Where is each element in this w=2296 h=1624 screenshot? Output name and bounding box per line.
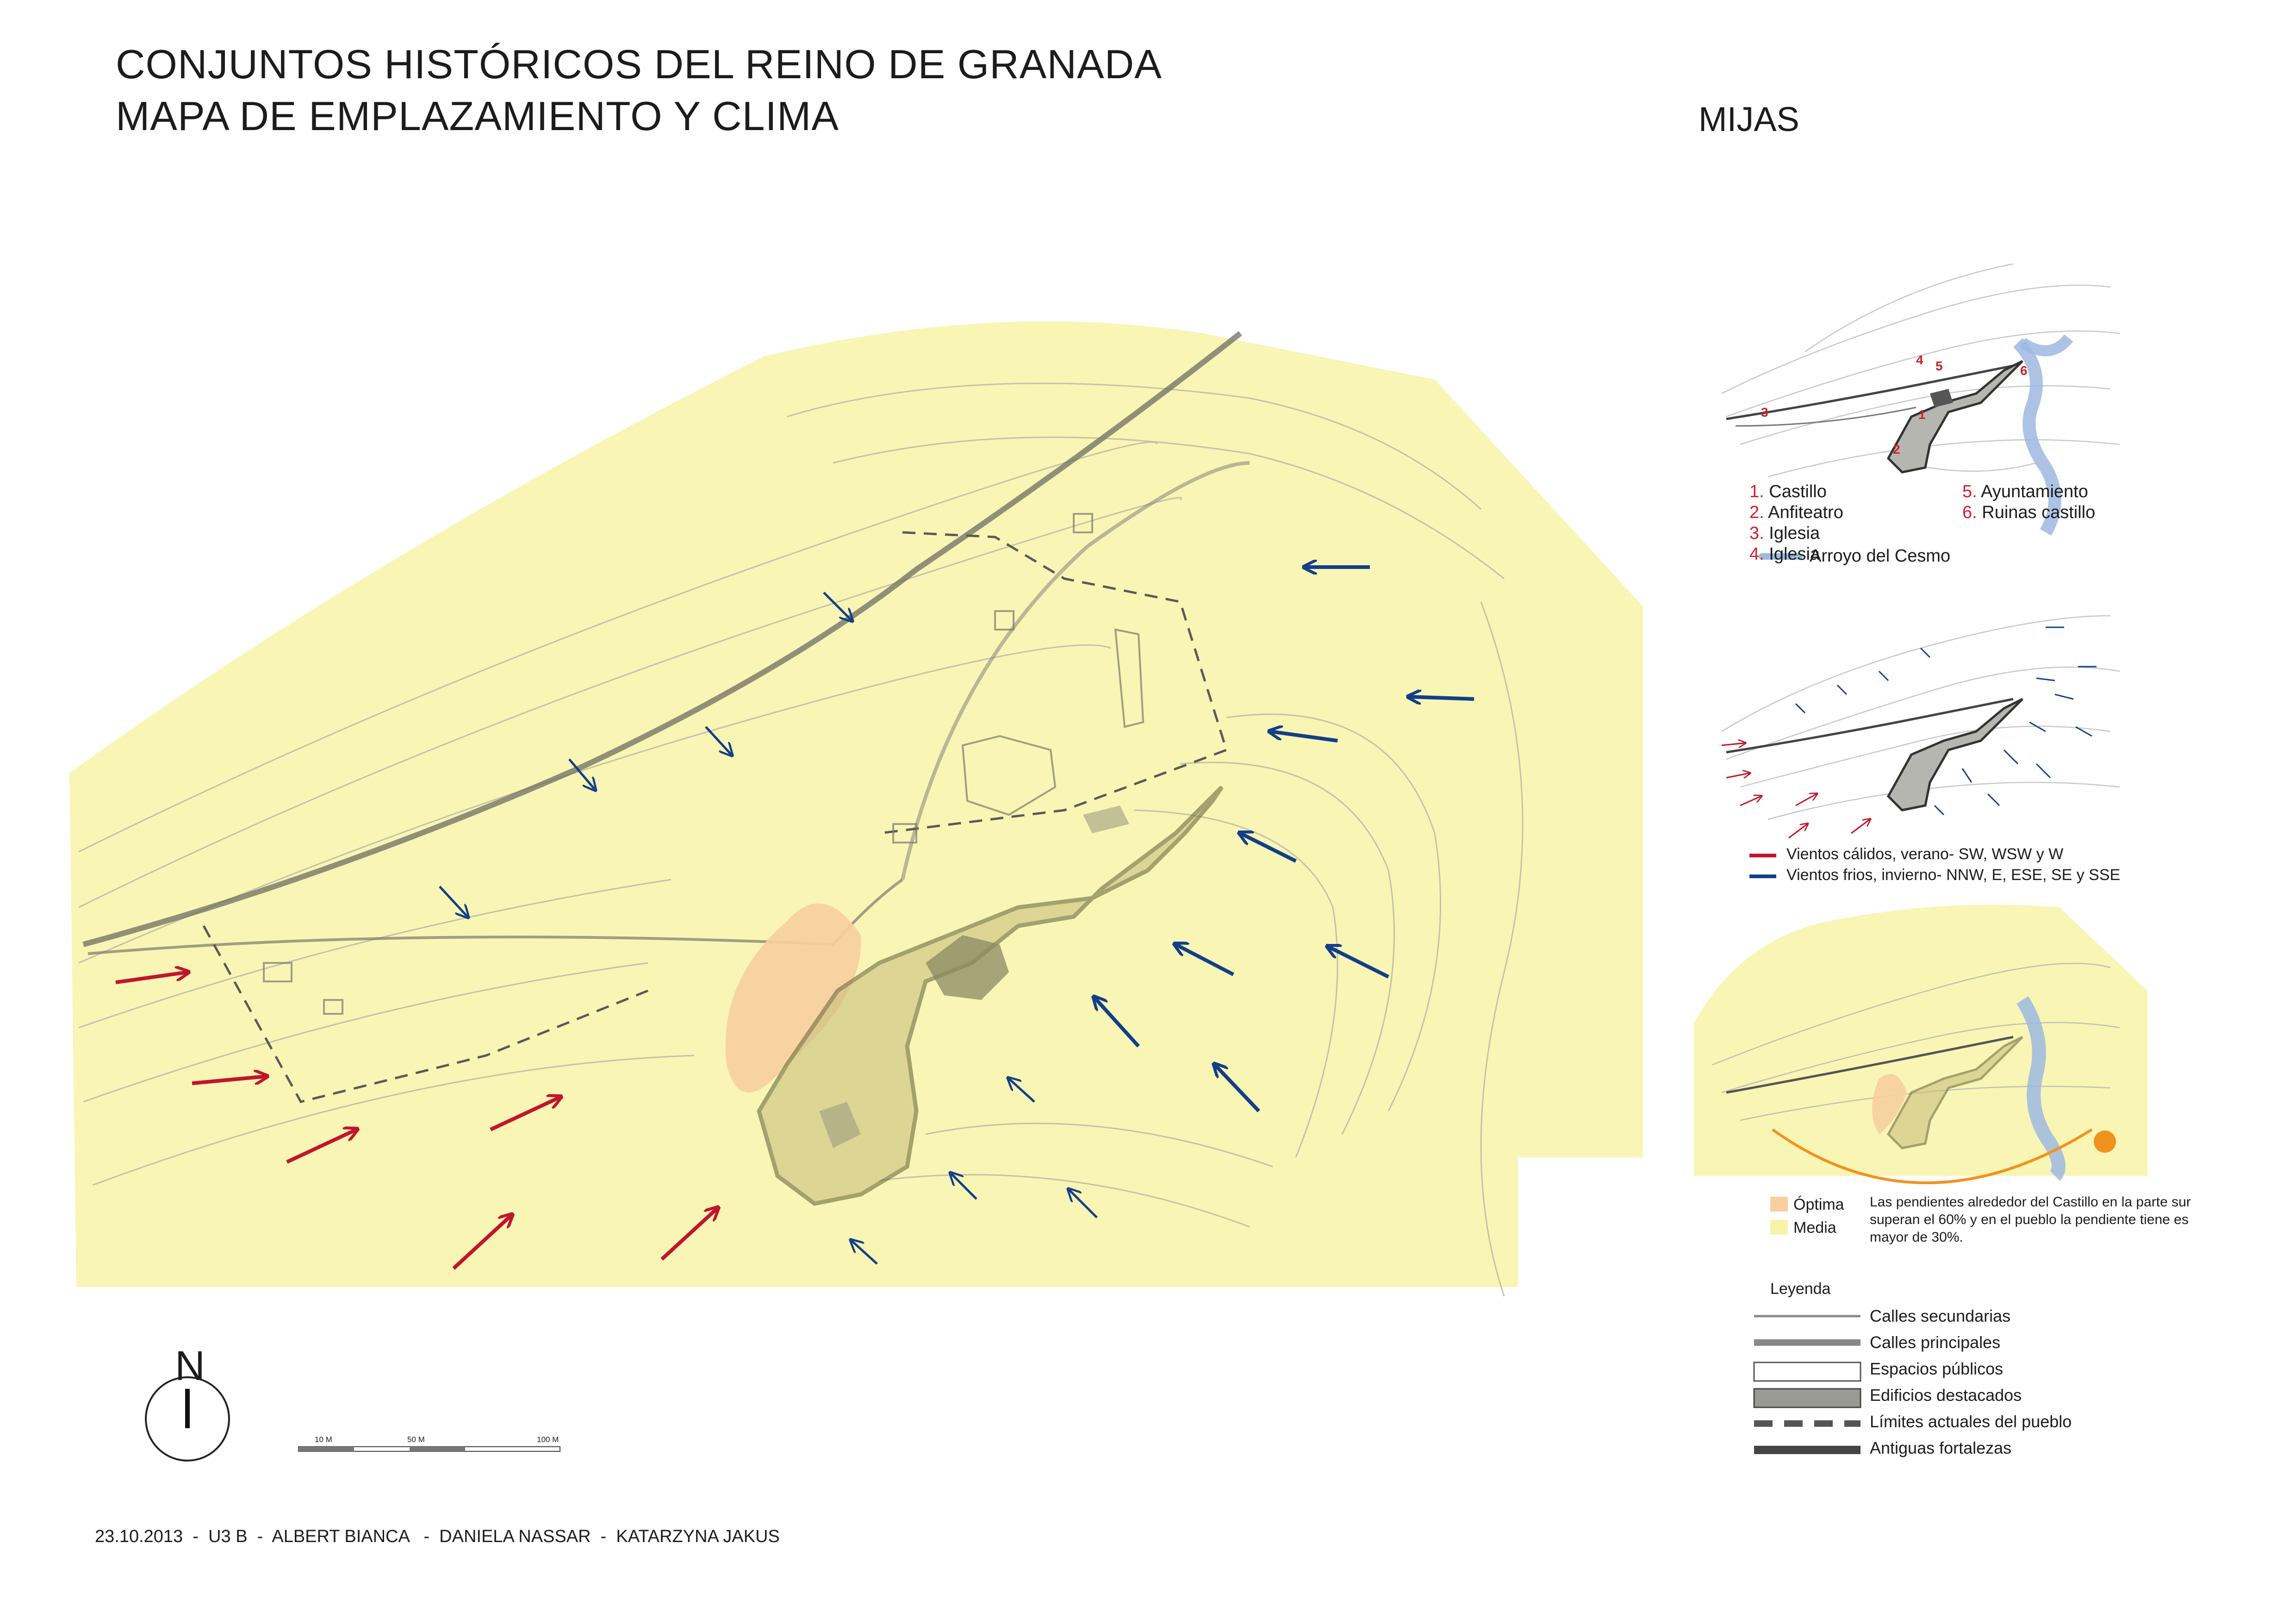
scale-bar (299, 1447, 560, 1451)
map-number-3: 3 (1761, 405, 1768, 419)
sun-icon (2094, 1131, 2116, 1153)
map-number-5: 5 (1935, 359, 1943, 373)
compass-n: N (175, 1343, 205, 1389)
places-item-num: 1. (1749, 482, 1764, 501)
cold-wind-arrow (1409, 697, 1474, 699)
places-item-label: Ruinas castillo (1982, 503, 2096, 522)
places-item (1749, 481, 1843, 502)
places-item-label: Iglesia (1769, 524, 1820, 543)
places-item-label: Ayuntamiento (1981, 482, 2088, 501)
leyenda-item-edificios-destacados: Edificios destacados (1870, 1386, 2022, 1405)
places-item-num: 2. (1749, 503, 1764, 522)
map-number-6: 6 (2020, 363, 2028, 378)
places-item-num: 4. (1749, 544, 1764, 564)
leyenda-item-limites-actuales: Límites actuales del pueblo (1870, 1412, 2072, 1431)
places-item (1749, 502, 1843, 523)
leyenda-title: Leyenda (1770, 1280, 1831, 1298)
leyenda-item-calles-principales: Calles principales (1870, 1333, 2001, 1352)
places-item-label: Castillo (1769, 482, 1827, 501)
leyenda-item-espacios-publicos: Espacios públicos (1870, 1359, 2004, 1378)
map-number-2: 2 (1893, 442, 1900, 456)
media-label: Media (1793, 1219, 1836, 1237)
places-item-num: 6. (1962, 503, 1977, 522)
places-legend-right (1962, 481, 2095, 523)
leyenda-item-antiguas-fortalezas: Antiguas fortalezas (1870, 1438, 2012, 1457)
arroyo-label: Arroyo del Cesmo (1810, 546, 1951, 566)
places-item (1749, 523, 1843, 544)
warm-wind-label: Vientos cálidos, verano- SW, WSW y W (1786, 845, 2064, 863)
scale-label-50m: 50 M (407, 1435, 425, 1444)
optima-swatch (1770, 1197, 1788, 1212)
footer-credits: 23.10.2013 - U3 B - ALBERT BIANCA - DANIELA NASSAR - KATARZYNA JAKUS (95, 1527, 780, 1546)
leyenda-item-calles-secundarias: Calles secundarias (1870, 1306, 2011, 1325)
page-title-line-2: MAPA DE EMPLAZAMIENTO Y CLIMA (116, 93, 839, 139)
places-item-num: 5. (1962, 482, 1977, 501)
optima-label: Óptima (1793, 1196, 1844, 1213)
scale-label-100m: 100 M (537, 1435, 559, 1444)
places-item-num: 3. (1749, 524, 1764, 543)
map-number-4: 4 (1916, 353, 1923, 367)
page-title-line-1: CONJUNTOS HISTÓRICOS DEL REINO DE GRANADA (116, 41, 1162, 87)
leyenda-symbols (1754, 1316, 1860, 1450)
scale-label-10m: 10 M (315, 1435, 332, 1444)
media-swatch (1770, 1220, 1788, 1235)
town-name: MIJAS (1699, 100, 1799, 138)
places-item-label: Iglesia (1769, 544, 1820, 564)
places-item-label: Anfiteatro (1768, 503, 1843, 522)
small-map-winds (1722, 616, 2120, 838)
places-item (1962, 481, 2095, 502)
slopes-note: Las pendientes alrededor del Castillo en la parte sur superan el 60% y en el pueblo la pendiente tiene es mayor de 30%. (1870, 1194, 2191, 1245)
cold-wind-label: Vientos frios, invierno- NNW, E, ESE, SE y SSE (1786, 866, 2121, 884)
map-number-1: 1 (1918, 407, 1926, 422)
small-map-slopes (1694, 905, 2147, 1183)
places-item (1962, 502, 2095, 523)
